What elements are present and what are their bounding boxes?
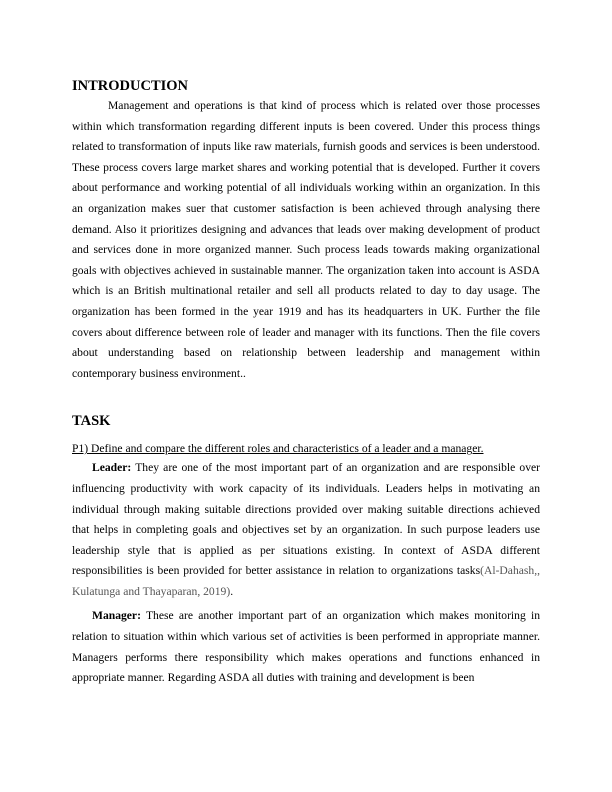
manager-term: Manager: [92, 609, 141, 623]
document-page [72, 76, 540, 689]
task-heading: TASK [72, 413, 111, 430]
manager-body: These are another important part of an organization which makes monitoring in relation to situation within which various set of activities is been performed in appropriate manner. Managers performs there responsibility which makes operations and functions enhanced in appropriate manner. Regarding ASDA all duties with training and development is been [72, 609, 540, 685]
leader-citation: (Al-Dahash,, Kulatunga and Thayaparan, 2019) [72, 564, 540, 598]
leader-end: . [230, 584, 234, 598]
leader-paragraph [72, 458, 540, 602]
task-question: P1) Define and compare the different roles and characteristics of a leader and a manager. [72, 442, 484, 456]
manager-paragraph [72, 606, 540, 688]
leader-body: They are one of the most important part of an organization and are responsible over influencing productivity with work capacity of its individuals. Leaders helps in motivating an individual through making suitable directions provided over making suitable directions achieved that helps in completing goals and objectives set by an organization. In such purpose leaders use leadership style that is applied as per situations existing. In context of ASDA different responsibilities is been provided for better assistance in relation to organizations tasks [72, 461, 540, 578]
introduction-paragraph: Management and operations is that kind of process which is related over those processes within which transformation regarding different inputs is been covered. Under this process things related to transformation of inputs like raw materials, furnish goods and services is been understood. These process covers large market shares and working potential that is developed. Further it covers about performance and working potential of all individuals working within an organization. In this an organization makes suer that customer satisfaction is been achieved through analysing there demand. Also it prioritizes designing and advances that leads over making development of product and services done in more organized manner. Such process leads towards making organizational goals with objectives achieved in sustainable manner. The organization taken into account is ASDA which is an British multinational retailer and sell all products related to day to day usage. The organization has been formed in the year 1919 and has its headquarters in UK. Further the file covers about difference between role of leader and manager with its functions. Then the file covers about understanding based on relationship between leadership and management within contemporary business environment.. [72, 99, 540, 380]
introduction-heading: INTRODUCTION [72, 78, 189, 94]
leader-term: Leader: [92, 461, 132, 475]
